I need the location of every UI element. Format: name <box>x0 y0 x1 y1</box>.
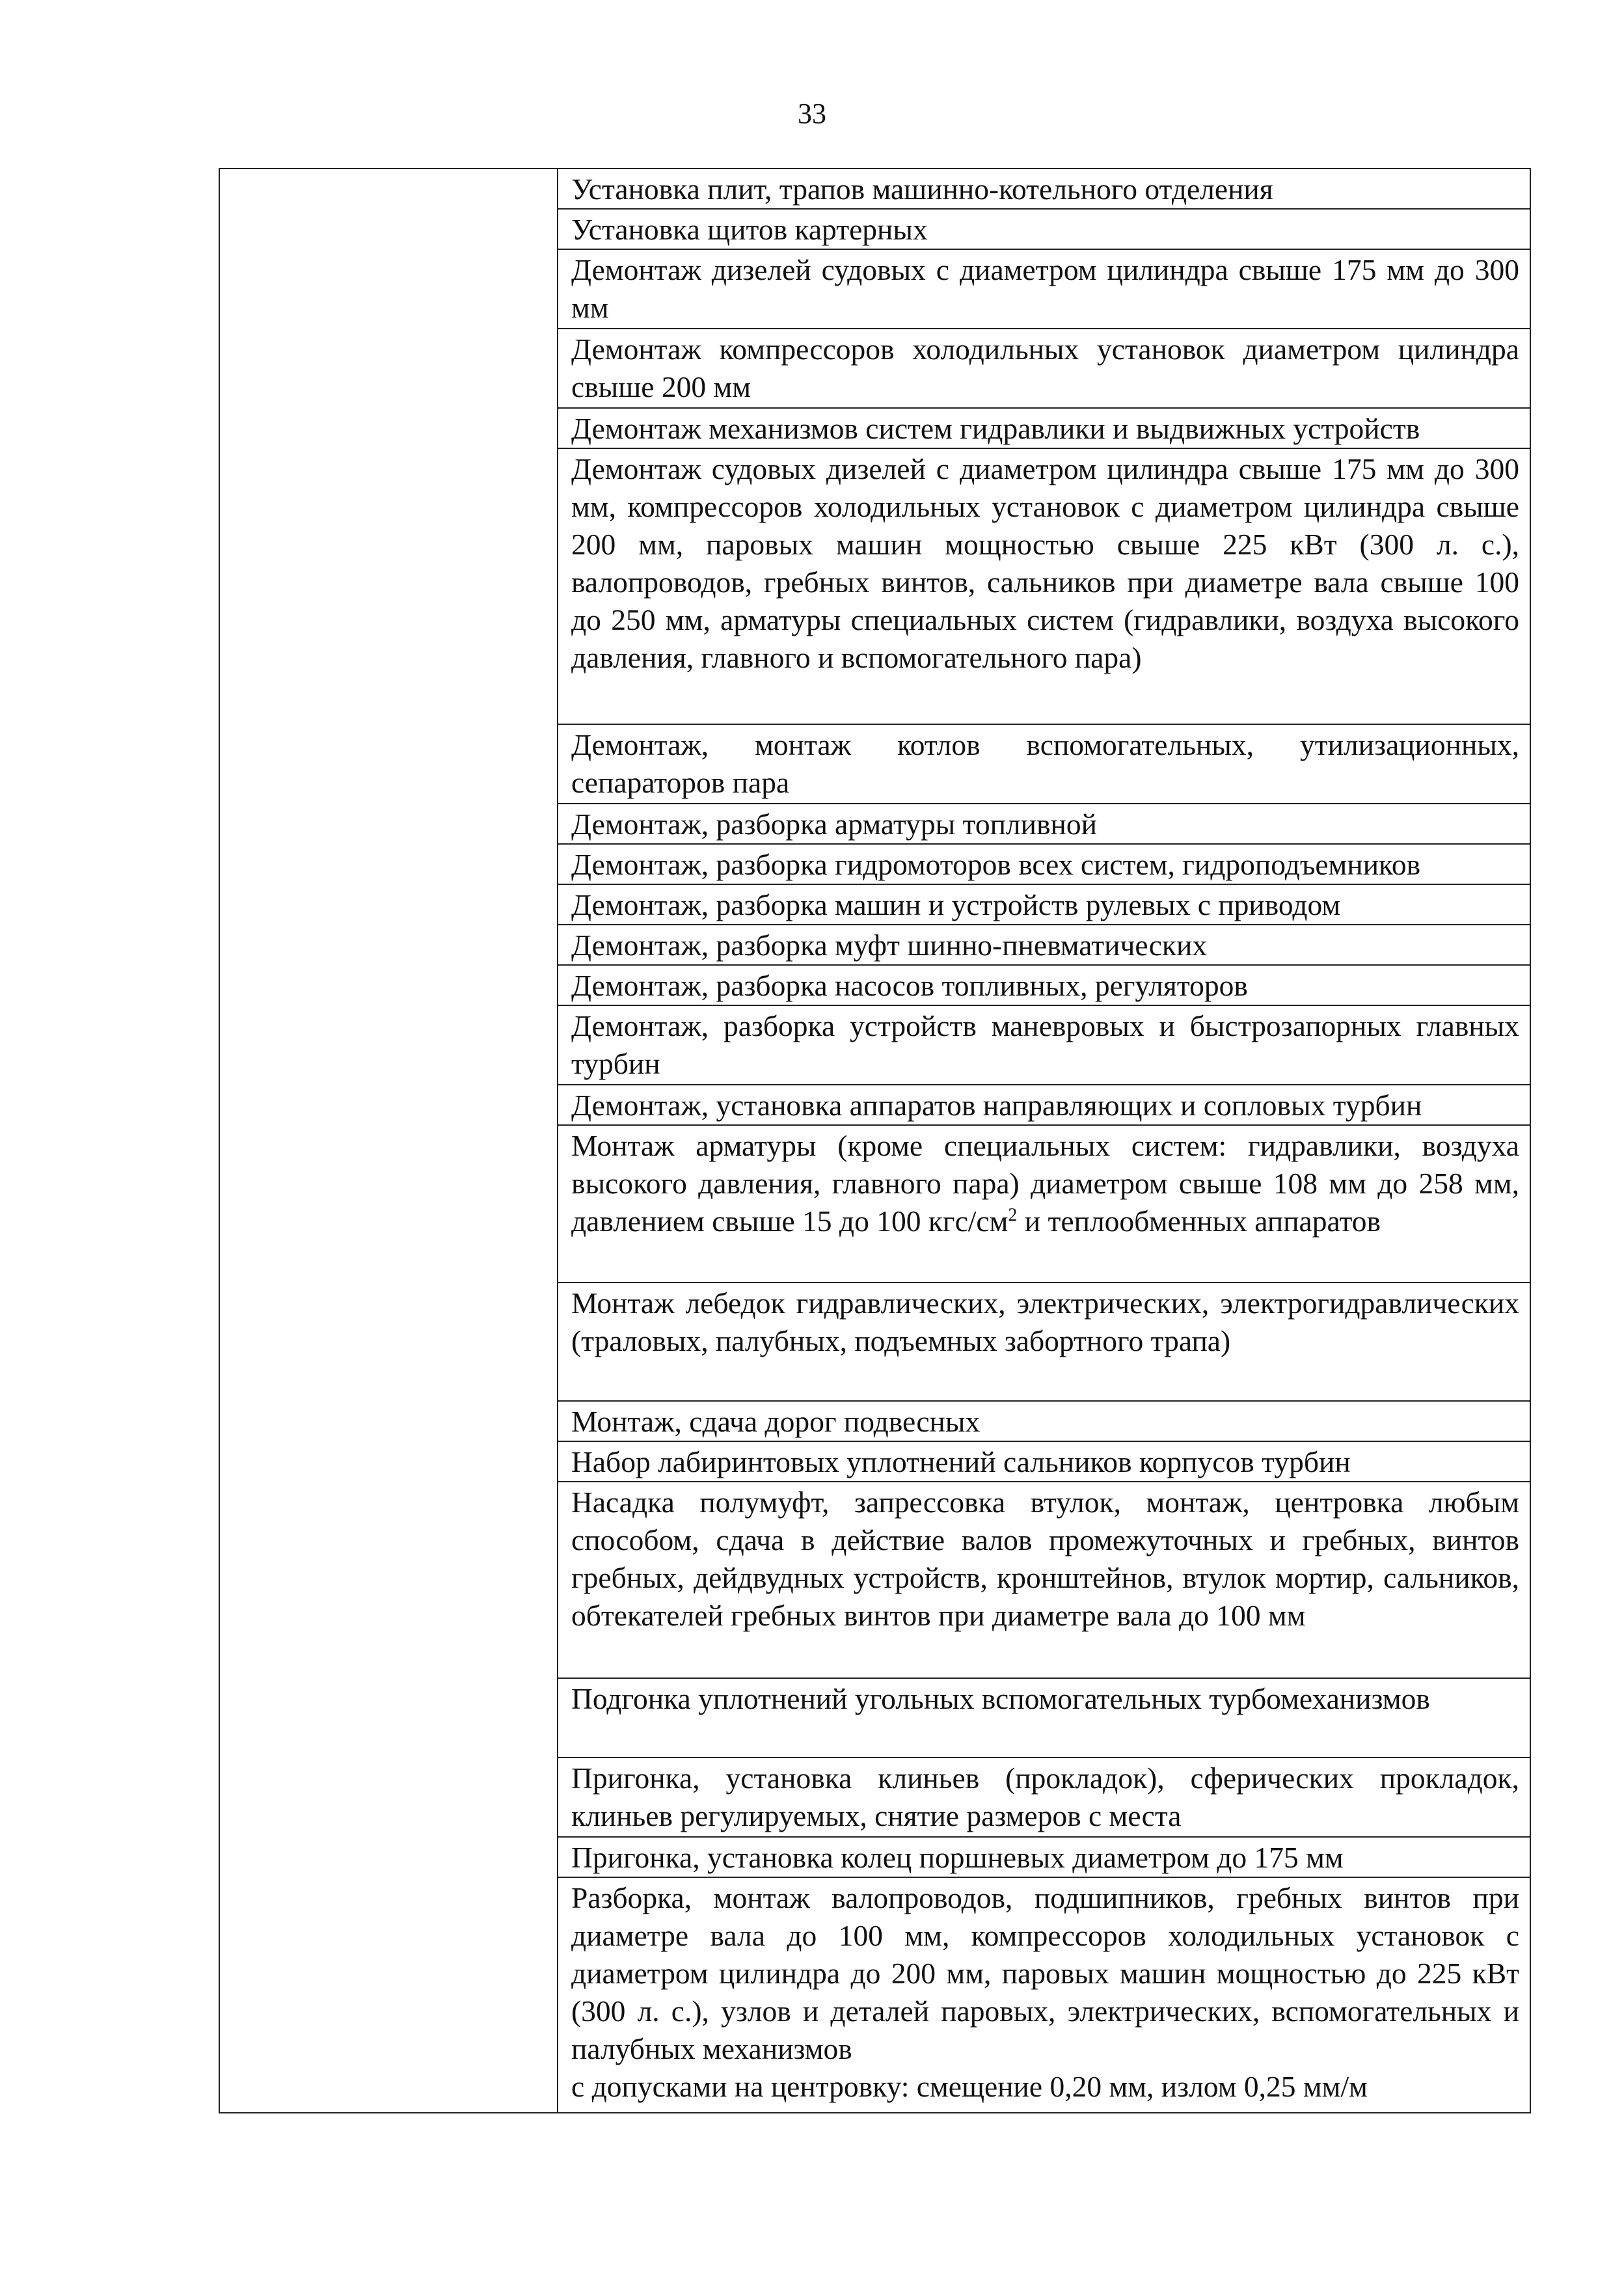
table-cell-work: Насадка полумуфт, запрессовка втулок, монтаж, центровка любым способом, сдача в действие валов промежуточных и гребных, винтов гребных, дейдвудных устройств, кронштейнов, втулок мортир, сальников, обтекателей гребных винтов при диаметре вала до 100 мм <box>558 1482 1530 1678</box>
last-row-text-line2: с допусками на центровку: смещение 0,20 мм, излом 0,25 мм/м <box>571 2070 1368 2103</box>
table-cell-work: Установка щитов картерных <box>558 209 1530 249</box>
table-cell-work: Пригонка, установка клиньев (прокладок), сферических прокладок, клиньев регулируемых, снятие размеров с места <box>558 1758 1530 1837</box>
table-cell-work: Демонтаж механизмов систем гидравлики и выдвижных устройств <box>558 408 1530 448</box>
table-cell-work: Монтаж лебедок гидравлических, электрических, электрогидравлических (траловых, палубных, подъемных забортного трапа) <box>558 1283 1530 1401</box>
table-cell-work: Демонтаж, разборка арматуры топливной <box>558 804 1530 844</box>
table-cell-work: Пригонка, установка колец поршневых диаметром до 175 мм <box>558 1837 1530 1877</box>
table-cell-work: Демонтаж, установка аппаратов направляющих и сопловых турбин <box>558 1085 1530 1125</box>
table-cell-work: Демонтаж, разборка насосов топливных, регуляторов <box>558 965 1530 1005</box>
left-column-empty <box>219 169 558 2113</box>
table-cell-work: Демонтаж компрессоров холодильных установок диаметром цилиндра свыше 200 мм <box>558 329 1530 408</box>
table-cell-work: Демонтаж судовых дизелей с диаметром цилиндра свыше 175 мм до 300 мм, компрессоров холодильных установок с диаметром цилиндра свыше 200 мм, паровых машин мощностью свыше 225 кВт (300 л. с.), валопроводов, гребных винтов, сальников при диаметре вала свыше 100 до 250 мм, арматуры специальных систем (гидравлики, воздуха высокого давления, главного и вспомогательного пара) <box>558 448 1530 724</box>
superscript-2: 2 <box>1008 1204 1018 1225</box>
table-cell-work: Демонтаж, разборка гидромоторов всех систем, гидроподъемников <box>558 844 1530 884</box>
table-cell-work: Демонтаж дизелей судовых с диаметром цилиндра свыше 175 мм до 300 мм <box>558 249 1530 329</box>
table-row <box>219 169 1530 209</box>
armatura-text: Монтаж арматуры (кроме специальных систем: гидравлики, воздуха высокого давления, главного пара) диаметром свыше 108 мм до 258 мм, давлением свыше 15 до 100 кгс/см <box>571 1129 1519 1238</box>
table-cell-work <box>558 1877 1530 2113</box>
table-cell-work: Демонтаж, разборка устройств маневровых и быстрозапорных главных турбин <box>558 1005 1530 1085</box>
table-cell-work: Набор лабиринтовых уплотнений сальников корпусов турбин <box>558 1441 1530 1482</box>
table-cell-work: Установка плит, трапов машинно-котельного отделения <box>558 169 1530 209</box>
table-cell-work: Монтаж, сдача дорог подвесных <box>558 1401 1530 1441</box>
work-types-table <box>219 168 1531 2113</box>
table-cell-work: Демонтаж, разборка муфт шинно-пневматических <box>558 925 1530 965</box>
table-cell-work: Подгонка уплотнений угольных вспомогательных турбомеханизмов <box>558 1678 1530 1758</box>
table-cell-work <box>558 1125 1530 1283</box>
table-cell-work: Демонтаж, разборка машин и устройств рулевых с приводом <box>558 884 1530 925</box>
page-number: 33 <box>798 98 826 129</box>
table-cell-work: Демонтаж, монтаж котлов вспомогательных, утилизационных, сепараторов пара <box>558 724 1530 804</box>
last-row-text: Разборка, монтаж валопроводов, подшипников, гребных винтов при диаметре вала до 100 мм, компрессоров холодильных установок с диаметром цилиндра до 200 мм, паровых машин мощностью до 225 кВт (300 л. с.), узлов и деталей паровых, электрических, вспомогательных и палубных механизмов <box>571 1881 1519 2065</box>
armatura-text-end: и теплообменных аппаратов <box>1017 1204 1381 1238</box>
